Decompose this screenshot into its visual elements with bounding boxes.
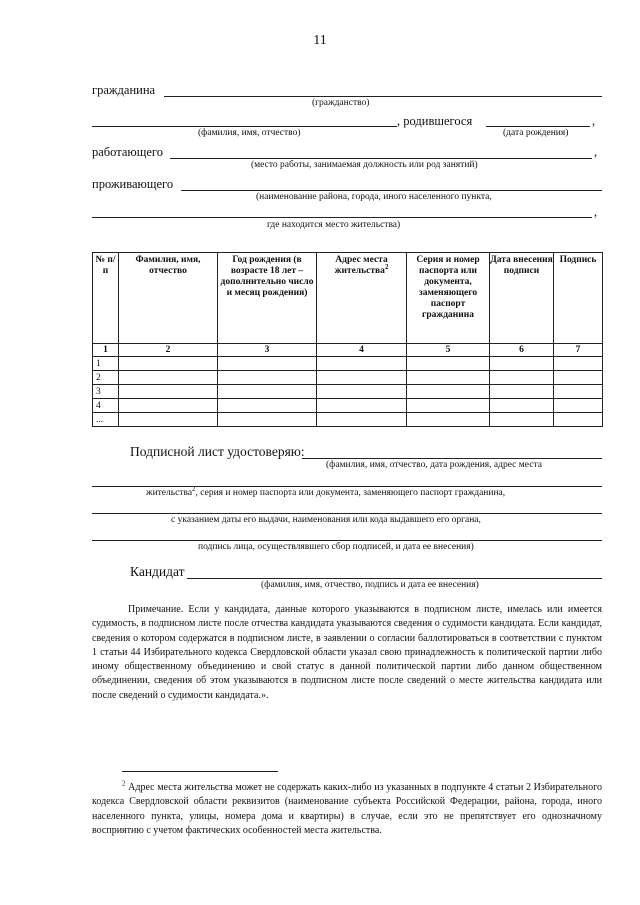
column-number: 5 (407, 344, 490, 357)
column-number: 1 (93, 344, 119, 357)
signature-table (92, 252, 603, 427)
row-number: 4 (93, 399, 119, 413)
candidate-label: Кандидат (130, 564, 185, 579)
cell-sign-date[interactable] (490, 371, 554, 385)
table-row (93, 371, 603, 385)
header-sign-date: Дата внесения подписи (490, 253, 554, 344)
footnote-divider (122, 771, 278, 772)
cell-signature[interactable] (554, 399, 603, 413)
certify-label: Подписной лист удостоверяю: (130, 444, 305, 459)
cell-full-name[interactable] (119, 371, 218, 385)
cell-address[interactable] (317, 385, 407, 399)
citizen-label: гражданина (92, 83, 156, 97)
cell-birth-year[interactable] (218, 399, 317, 413)
column-number: 7 (554, 344, 603, 357)
cell-passport[interactable] (407, 385, 490, 399)
cell-signature[interactable] (554, 385, 603, 399)
cell-passport[interactable] (407, 399, 490, 413)
column-number: 3 (218, 344, 317, 357)
cell-birth-year[interactable] (218, 371, 317, 385)
certify-line-4[interactable] (92, 540, 602, 541)
footnote: $^2$ Адрес места жительства может не содержать каких-либо из указанных в подпункте 4 статьи 2 Избирательного кодекса Свердловской области реквизитов (наименование субъекта Российской Федерации, района, города, иного населенного пункта, улицы, номера дома и квартиры) в случае, если это не препятствует его однозначному восприятию с учетом фактических особенностей места жительства. (92, 779, 602, 836)
cell-full-name[interactable] (119, 399, 218, 413)
cell-signature[interactable] (554, 413, 603, 427)
candidate-caption: (фамилия, имя, отчество, подпись и дата ее внесения) (261, 580, 479, 590)
working-label: работающего (92, 145, 163, 159)
cell-address[interactable] (317, 357, 407, 371)
table-row (93, 385, 603, 399)
certify-caption-1: (фамилия, имя, отчество, дата рождения, адрес места (326, 460, 542, 470)
workplace-line[interactable] (170, 158, 592, 159)
residence-caption-2: где находится место жительства) (267, 220, 401, 230)
birthdate-caption: (дата рождения) (503, 128, 569, 138)
certify-caption-3: с указанием даты его выдачи, наименования или кода выдавшего его органа, (171, 515, 481, 525)
cell-signature[interactable] (554, 357, 603, 371)
certify-caption-4: подпись лица, осуществлявшего сбор подписей, и дата ее внесения) (198, 542, 474, 552)
table-header-row (93, 253, 603, 344)
cell-signature[interactable] (554, 371, 603, 385)
cell-address[interactable] (317, 371, 407, 385)
header-address: Адрес места жительства$^2$ (317, 253, 407, 344)
header-signature: Подпись (554, 253, 603, 344)
residing-label: проживающего (92, 177, 174, 191)
cell-passport[interactable] (407, 371, 490, 385)
certify-line-2[interactable] (92, 486, 602, 487)
header-birth-year: Год рождения (в возрасте 18 лет – дополнительно число и месяц рождения) (218, 253, 317, 344)
residence-line-1[interactable] (181, 190, 602, 191)
candidate-line[interactable] (187, 578, 602, 579)
residence-caption-1: (наименование района, города, иного населенного пункта, (256, 192, 492, 202)
cell-passport[interactable] (407, 413, 490, 427)
citizenship-caption: (гражданство) (312, 98, 370, 108)
cell-address[interactable] (317, 399, 407, 413)
cell-address[interactable] (317, 413, 407, 427)
page-number: 11 (313, 33, 327, 48)
cell-full-name[interactable] (119, 357, 218, 371)
note-paragraph: Примечание. Если у кандидата, данные которого указываются в подписном листе, имелась или имеется судимость, в подписном листе после отчества кандидата указываются сведения о судимости кандидата. Если кандидат, сведения о котором содержатся в подписном листе, в заявлении о согласии баллотироваться в соответствии с пунктом 1 статьи 44 Избирательного кодекса Свердловской области указал свою принадлежность к политической партии либо иному общественному объединению и свой статус в данной политической партии либо данном общественном объединении, сведения об этом указываются в подписном листе после сведений о месте жительства кандидата или после сведений о судимости кандидата.». (92, 604, 602, 701)
cell-sign-date[interactable] (490, 385, 554, 399)
full-name-line[interactable] (92, 126, 397, 127)
row-number: 2 (93, 371, 119, 385)
cell-sign-date[interactable] (490, 399, 554, 413)
birthdate-line[interactable] (486, 126, 590, 127)
cell-sign-date[interactable] (490, 413, 554, 427)
header-full-name: Фамилия, имя, отчество (119, 253, 218, 344)
column-number: 2 (119, 344, 218, 357)
row-number: 1 (93, 357, 119, 371)
column-number: 4 (317, 344, 407, 357)
header-passport: Серия и номер паспорта или документа, заменяющего паспорт гражданина (407, 253, 490, 344)
row-number: ... (93, 413, 119, 427)
certify-line-1[interactable] (302, 458, 602, 459)
cell-full-name[interactable] (119, 385, 218, 399)
cell-passport[interactable] (407, 357, 490, 371)
cell-sign-date[interactable] (490, 357, 554, 371)
header-number: № п/п (93, 253, 119, 344)
table-row (93, 413, 603, 427)
name-caption: (фамилия, имя, отчество) (198, 128, 301, 138)
born-label: , родившегося (397, 114, 473, 128)
cell-birth-year[interactable] (218, 357, 317, 371)
column-number-row (93, 344, 603, 357)
certify-line-3[interactable] (92, 513, 602, 514)
column-number: 6 (490, 344, 554, 357)
row-number: 3 (93, 385, 119, 399)
cell-birth-year[interactable] (218, 385, 317, 399)
work-caption: (место работы, занимаемая должность или род занятий) (251, 160, 478, 170)
certify-caption-2: жительства$^2$, серия и номер паспорта или документа, заменяющего паспорт гражданина, (146, 484, 506, 498)
table-row (93, 357, 603, 371)
cell-birth-year[interactable] (218, 413, 317, 427)
citizenship-line[interactable] (164, 96, 602, 97)
cell-full-name[interactable] (119, 413, 218, 427)
residence-line-2[interactable] (92, 217, 592, 218)
table-row (93, 399, 603, 413)
